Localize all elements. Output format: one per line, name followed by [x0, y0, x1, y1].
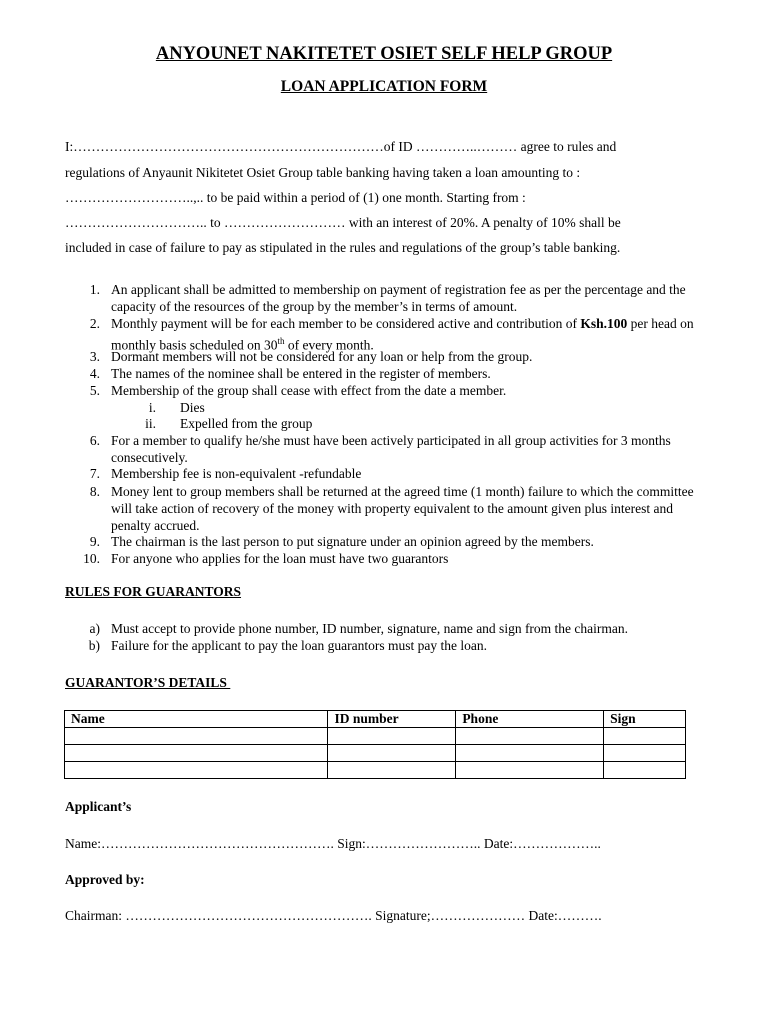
sign-cell[interactable]: [604, 745, 686, 762]
subrule-number: i.: [148, 400, 156, 415]
rule-number: 2.: [89, 316, 100, 331]
chairman-signature-line[interactable]: Chairman: ………………………………………………. Signature;………………… Date:……….: [65, 908, 602, 923]
column-name: Name: [65, 711, 328, 728]
contribution-amount: Ksh.100: [580, 316, 628, 331]
rule-number: 5.: [89, 383, 100, 398]
name-cell[interactable]: [65, 745, 328, 762]
applicant-signature-line[interactable]: Name:……………………………………………. Sign:…………………….. Date:………………..: [65, 836, 601, 851]
subrule-number: ii.: [145, 416, 156, 431]
intro-line-3: ………………………..,.. to be paid within a period of (1) one month. Starting from :: [65, 190, 526, 205]
guarantor-details-heading: GUARANTOR’S DETAILS: [65, 675, 231, 690]
ordinal-suffix: th: [277, 335, 285, 346]
phone-cell[interactable]: [456, 728, 604, 745]
rule-text: Membership of the group shall cease with effect from the date a member.: [111, 383, 507, 398]
column-phone: Phone: [456, 711, 604, 728]
table-header-row: [65, 711, 686, 728]
sign-cell[interactable]: [604, 728, 686, 745]
subrule-text: Expelled from the group: [180, 416, 313, 431]
guarantor-rule-number: a): [89, 621, 100, 636]
guarantor-table: [64, 710, 686, 779]
rule-text-part: Monthly payment will be for each member to be considered active and contribution of: [111, 316, 581, 331]
guarantor-rules-heading: RULES FOR GUARANTORS: [65, 584, 242, 599]
column-id-number: ID number: [328, 711, 456, 728]
rule-text: An applicant shall be admitted to membership on payment of registration fee as per the percentage and the capacity of the resources of the group by the member’s in terms of amount.: [111, 282, 686, 314]
name-cell[interactable]: [65, 728, 328, 745]
guarantor-rule-text: Failure for the applicant to pay the loan guarantors must pay the loan.: [111, 638, 488, 653]
column-sign: Sign: [604, 711, 686, 728]
rule-number: 7.: [89, 466, 100, 481]
sign-cell[interactable]: [604, 762, 686, 779]
intro-line-5: included in case of failure to pay as stipulated in the rules and regulations of the group’s table banking.: [65, 240, 621, 255]
rule-text: The chairman is the last person to put signature under an opinion agreed by the members.: [111, 534, 594, 549]
rule-number: 4.: [89, 366, 100, 381]
rule-text: The names of the nominee shall be entered in the register of members.: [111, 366, 491, 381]
rule-text: Money lent to group members shall be returned at the agreed time (1 month) failure to which the committee will take action of recovery of the money with property equivalent to the amount given plus interest and penalty accrued.: [111, 484, 694, 533]
rule-number: 8.: [89, 484, 100, 499]
form-title: LOAN APPLICATION FORM: [280, 78, 488, 95]
guarantor-rule-number: b): [88, 638, 100, 653]
rule-text: Membership fee is non-equivalent -refundable: [111, 466, 362, 481]
phone-cell[interactable]: [456, 762, 604, 779]
name-cell[interactable]: [65, 762, 328, 779]
subrule-text: Dies: [180, 400, 205, 415]
id-number-cell[interactable]: [328, 745, 456, 762]
rule-number: 10.: [83, 551, 100, 566]
approval-heading: Approved by:: [65, 872, 145, 887]
rule-text-part: of every month.: [284, 337, 374, 353]
rule-number: 1.: [89, 282, 100, 297]
rule-number: 9.: [89, 534, 100, 549]
intro-line-4: ………………………….. to ……………………… with an interest of 20%. A penalty of 10% shall be: [65, 215, 621, 230]
applicant-heading: Applicant’s: [65, 799, 132, 814]
rule-number: 6.: [89, 433, 100, 448]
rule-number: 3.: [89, 349, 100, 364]
id-number-cell[interactable]: [328, 728, 456, 745]
rule-text-part: per head on monthly basis scheduled on 30: [111, 316, 694, 353]
id-number-cell[interactable]: [328, 762, 456, 779]
group-title: ANYOUNET NAKITETET OSIET SELF HELP GROUP: [155, 44, 613, 64]
intro-line-1: I:……………………………………………………………of ID …………..……… agree to rules and: [65, 139, 617, 154]
guarantor-rule-text: Must accept to provide phone number, ID number, signature, name and sign from the chairman.: [111, 621, 629, 636]
rule-text: For anyone who applies for the loan must have two guarantors: [111, 551, 449, 566]
table-row: [65, 745, 686, 762]
table-row: [65, 762, 686, 779]
rule-text: Dormant members will not be considered for any loan or help from the group.: [111, 349, 533, 364]
table-row: [65, 728, 686, 745]
intro-line-2: regulations of Anyaunit Nikitetet Osiet Group table banking having taken a loan amounting to :: [65, 165, 581, 180]
rule-text: For a member to qualify he/she must have been actively participated in all group activities for 3 months consecutively.: [111, 433, 671, 465]
phone-cell[interactable]: [456, 745, 604, 762]
